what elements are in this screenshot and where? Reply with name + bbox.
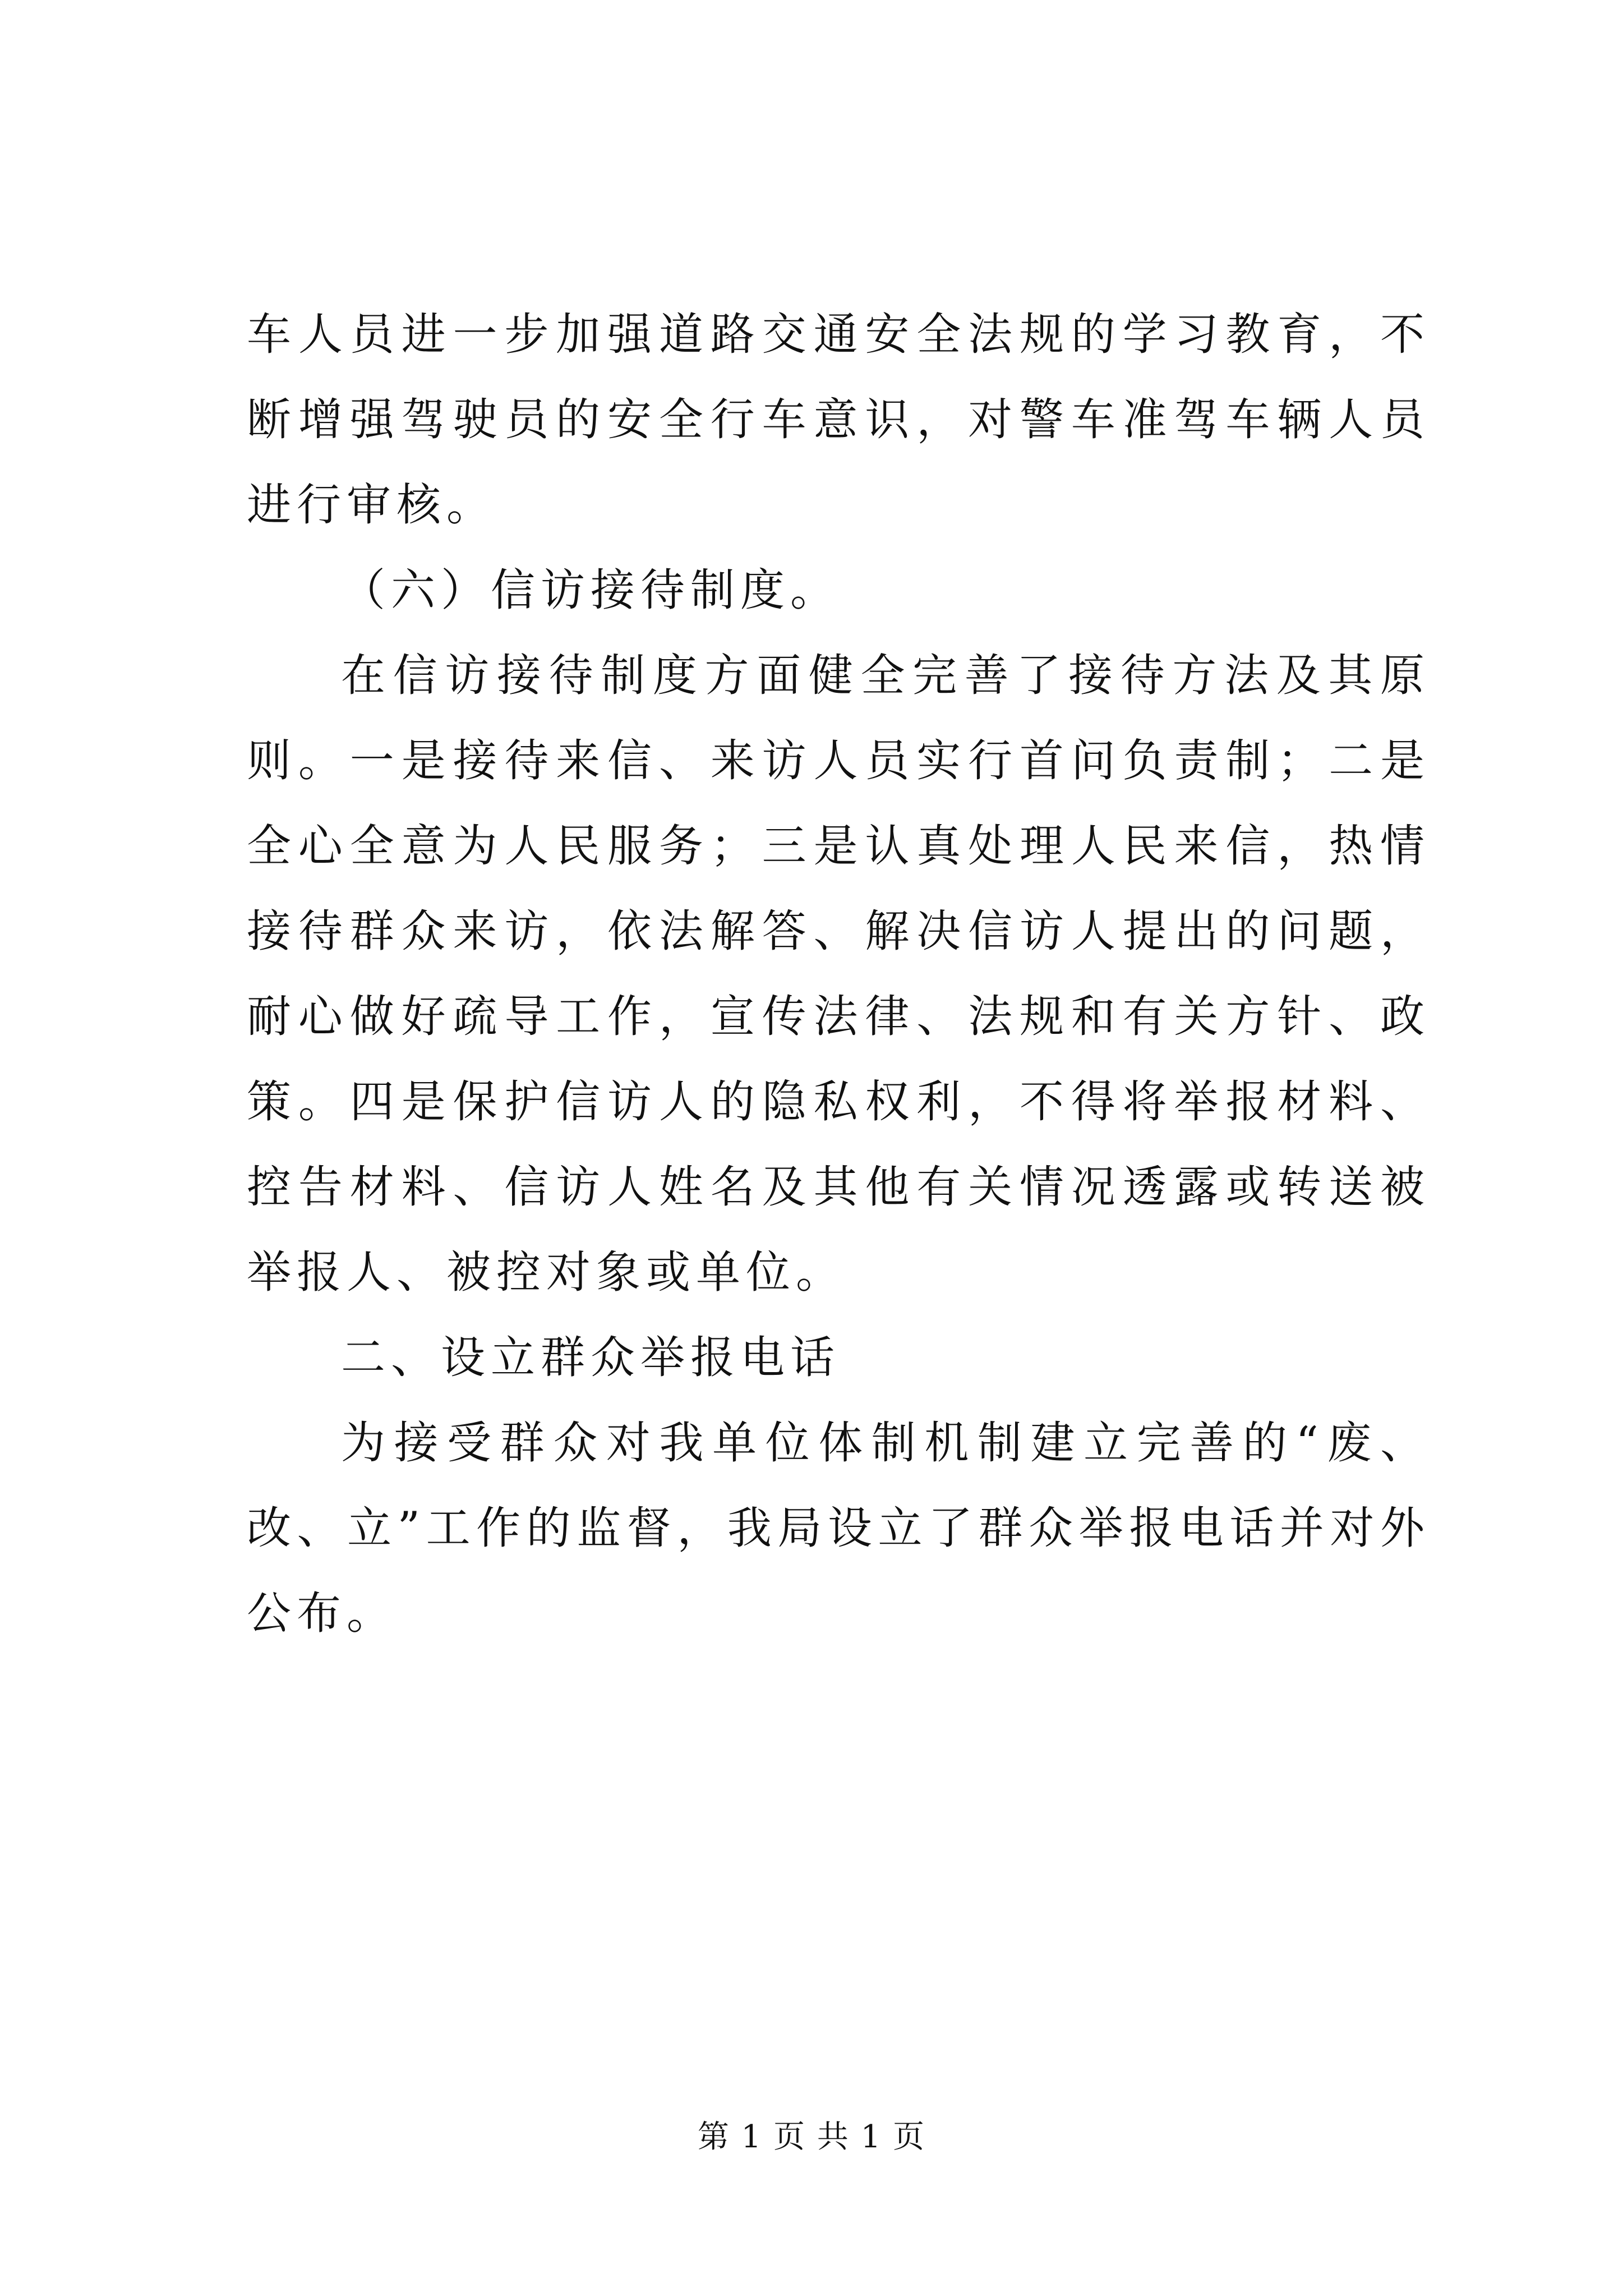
paragraph-continuation: 车人员进一步加强道路交通安全法规的学习教育，不断增强驾驶员的安全行车意识，对警车准驾车辆人员进行审核。 [247, 309, 1430, 531]
section-heading-petition-reception: （六）信访接待制度。 [341, 564, 840, 616]
page-footer: 第 1 页 共 1 页 [697, 2119, 926, 2155]
paragraph-petition-principles: 在信访接待制度方面健全完善了接待方法及其原则。一是接待来信、来访人员实行首问负责制；二是全心全意为人民服务；三是认真处理人民来信，热情接待群众来访，依法解答、解决信访人提出的问题，耐心做好疏导工作，宣传法律、法规和有关方针、政策。四是保护信访人的隐私权利，不得将举报材料、控告材料、信访人姓名及其他有关情况透露或转送被举报人、被控对象或单位。 [247, 650, 1430, 1298]
paragraph-report-hotline: 为接受群众对我单位体制机制建立完善的“废、改、立”工作的监督，我局设立了群众举报电话并对外公布。 [247, 1417, 1430, 1639]
section-heading-report-hotline: 二、设立群众举报电话 [341, 1332, 840, 1383]
document-body [247, 292, 1430, 1656]
